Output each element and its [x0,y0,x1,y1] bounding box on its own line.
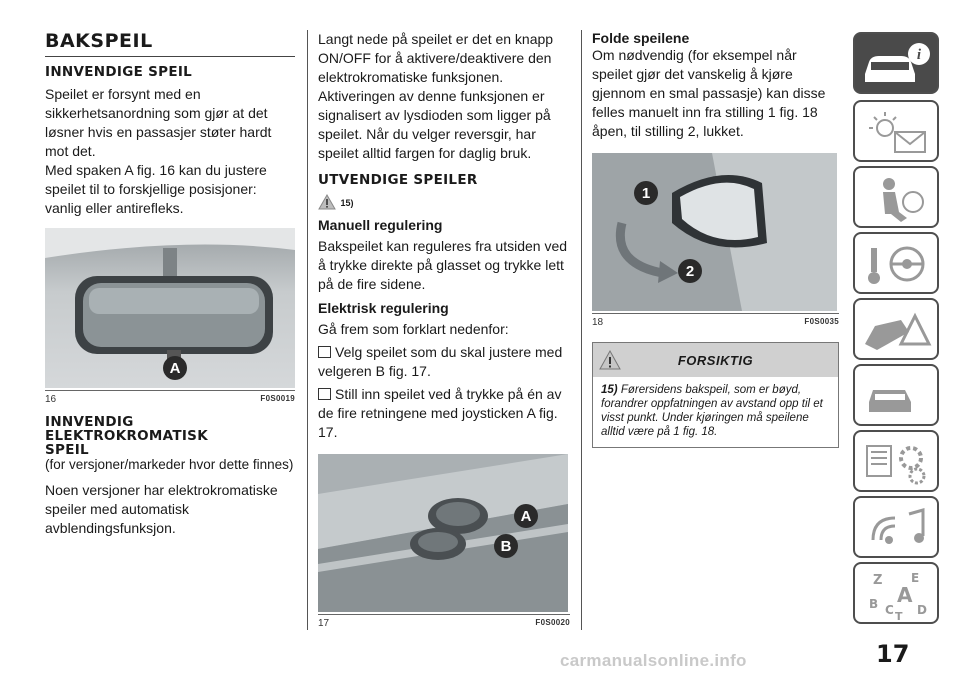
figure-16 [45,228,295,388]
bullet-box-icon [318,346,331,358]
heading-line: ELEKTROKROMATISK [45,428,208,444]
page-number: 17 [876,640,910,668]
breakdown-icon [855,300,937,358]
multimedia-icon [855,498,937,556]
bullet-text: Velg speilet som du skal justere med velgeren B fig. 17. [318,344,563,379]
svg-text:C: C [885,603,894,617]
column-divider [307,30,308,630]
sidebar-tab-starting[interactable] [853,232,939,294]
section-heading-electrochromic [45,415,295,457]
paragraph: Noen versjoner har elektrokromatiske speiler med automatisk avblendingsfunksjon. [45,482,278,536]
svg-text:T: T [895,610,903,622]
warning-ref-number: 15) [340,198,354,208]
svg-text:A: A [897,583,913,607]
section-heading-exterior-mirrors: UTVENDIGE SPEILER [318,172,478,188]
car-info-icon [855,34,937,92]
heading-line: SPEIL [45,442,89,458]
sidebar-tab-emergency[interactable] [853,298,939,360]
figure-code: F0S0019 [260,394,295,403]
label-badge-a: A [514,504,538,528]
bullet-text: Still inn speilet ved å trykke på én av de fire retningene med joysticken A fig. 17. [318,386,562,440]
svg-text:Z: Z [873,573,883,588]
figure-caption [45,390,295,405]
warning-reference [318,193,570,213]
figure-number: 18 [592,317,604,328]
column-1 [45,30,295,538]
folding-mirror-illustration [592,153,837,311]
airbag-seat-icon [855,168,937,226]
label-badge-1: 1 [634,181,658,205]
paragraph: Om nødvendig (for eksempel når speilet gjør det vanskelig å kjøre gjennom en smal passasje) kan disse felles manuelt inn fra stilling 1 fig. 18 åpen, til stilling 2, lukket. [592,47,826,139]
bullet-item [318,343,570,381]
figure-code: F0S0020 [535,618,570,627]
svg-text:D: D [917,603,927,617]
paragraph: Aktiveringen av denne funksjonen er signalisert av lysdioden som ligger på speilet. Når du velger reversgir, har speilet alltid fargen for daglig bruk. [318,88,551,161]
caution-title: FORSIKTIG [677,352,754,368]
page-title: BAKSPEIL [45,30,295,57]
warning-triangle-icon [318,194,336,210]
column-divider [581,30,582,630]
paragraph: Langt nede på speilet er det en knapp ON/OFF for å aktivere/deaktivere den elektrokromatiske funksjonen. [318,31,554,85]
subheading-manual: Manuell regulering [318,217,443,233]
sidebar-tab-safety[interactable] [853,166,939,228]
service-gears-icon [855,432,937,490]
warning-triangle-icon [599,350,621,370]
svg-text:i: i [916,47,922,63]
bullet-item [318,385,570,442]
subtitle: (for versjoner/markeder hvor dette finnes) [45,457,294,472]
figure-18 [592,153,837,311]
key-steering-icon [855,234,937,292]
figure-code: F0S0035 [804,317,839,326]
paragraph: Gå frem som forklart nedenfor: [318,321,509,337]
sidebar-tab-dashboard[interactable] [853,100,939,162]
column-2 [318,30,570,629]
figure-caption [592,313,839,328]
dashboard-lights-icon [855,102,937,160]
sidebar-tab-car-info[interactable] [853,32,939,94]
caution-number: 15) [601,384,618,396]
paragraph: Bakspeilet kan reguleres fra utsiden ved å trykke direkte på glasset og trykke lett på de fire sidene. [318,238,568,292]
paragraph: Med spaken A fig. 16 kan du justere speilet til to forskjellige posisjoner: vanlig eller antirefleks. [45,162,267,216]
figure-caption [318,614,570,629]
subheading-folding: Folde speilene [592,30,690,46]
service-car-icon [855,366,937,424]
figure-17 [318,454,568,612]
subheading-electric: Elektrisk regulering [318,300,449,316]
column-3 [592,30,839,448]
alphabet-index-icon [855,564,937,622]
caution-box [592,342,839,448]
caution-text: Førersidens bakspeil, som er bøyd, forandrer oppfatningen av avstand opp til et visst punkt. Under kjøringen må speilene alltid være på 1 fig. 18. [601,384,823,438]
svg-text:E: E [911,571,920,585]
section-heading-interior-mirror: INNVENDIGE SPEIL [45,64,193,80]
watermark-text: carmanualsonline.info [560,651,747,670]
caution-body [593,377,838,447]
sidebar-tab-index[interactable] [853,562,939,624]
paragraph: Speilet er forsynt med en sikkerhetsanordning som gjør at det løsner hvis en passasjer støter hardt mot det. [45,86,272,159]
sidebar-tab-technical[interactable] [853,430,939,492]
mirror-control-illustration [318,454,568,612]
label-badge-a: A [163,356,187,380]
label-badge-2: 2 [678,259,702,283]
svg-text:B: B [869,597,879,611]
caution-header [593,343,838,377]
bullet-box-icon [318,388,331,400]
figure-number: 17 [318,618,330,629]
sidebar-tab-maintenance[interactable] [853,364,939,426]
figure-number: 16 [45,394,57,405]
label-badge-b: B [494,534,518,558]
heading-line: INNVENDIG [45,414,134,430]
sidebar-tab-multimedia[interactable] [853,496,939,558]
